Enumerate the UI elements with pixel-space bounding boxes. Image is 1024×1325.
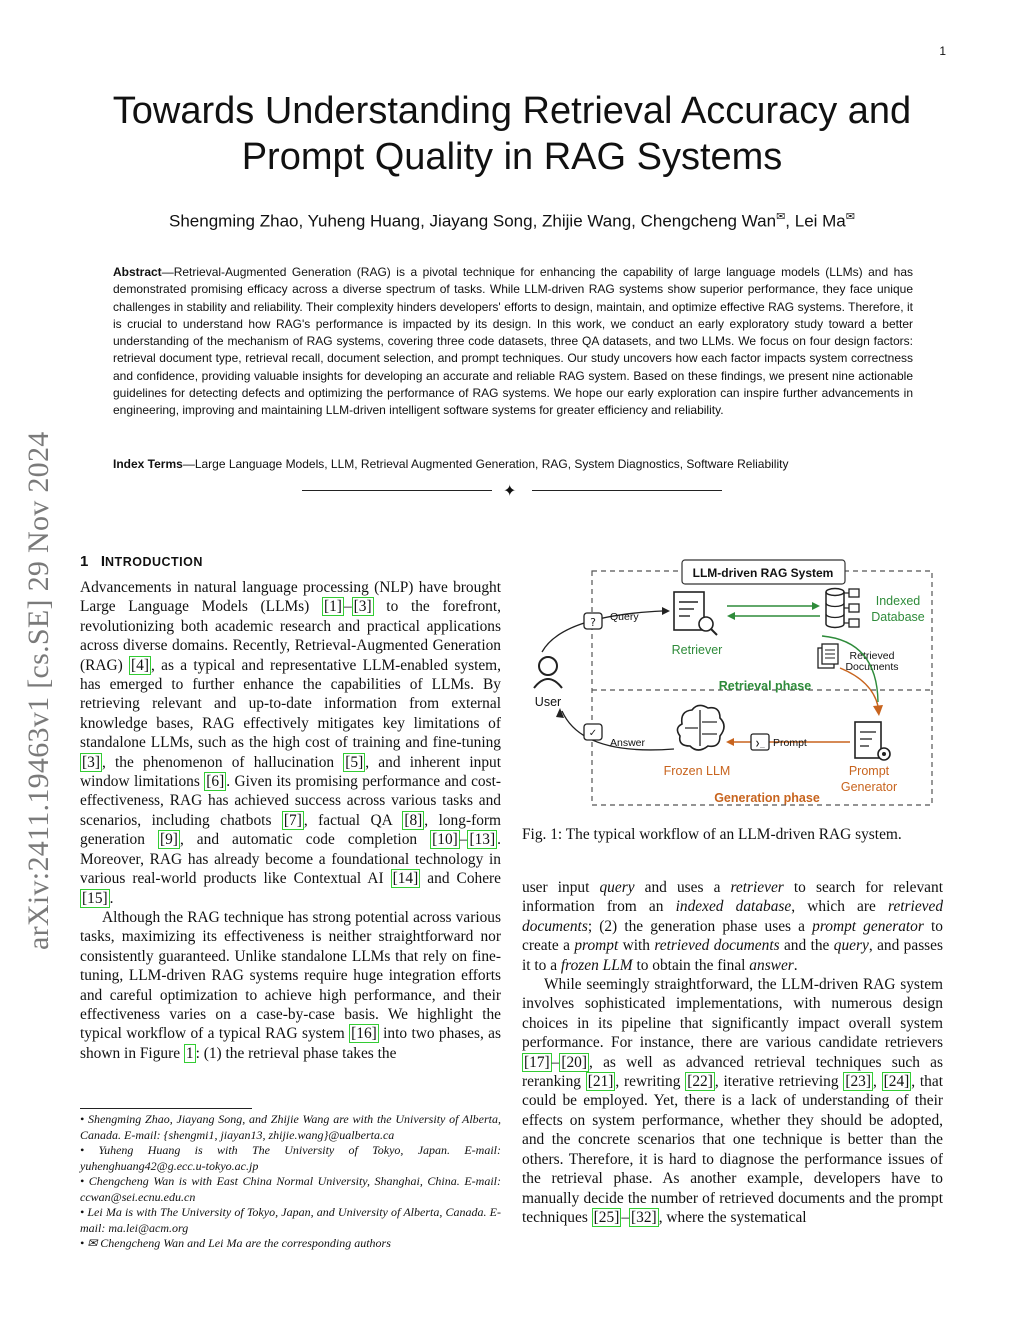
text-run: , as a typical and representative LLM-enabled system, has emerged to further enhance the capabilities of LLMs. By retrieving relevant and up-to-date information from external knowledge bases, RAG effectively mitigates key limitations of standalone LLMs, such as the high cost of training and fine-tuning [80, 656, 502, 752]
footnotes [80, 1112, 501, 1252]
emphasis-term: prompt generator [812, 917, 924, 935]
query-label: Query [610, 611, 639, 623]
citation-link[interactable]: [7] [283, 811, 302, 829]
footnote-item: • Shengming Zhao, Jiayang Song, and Zhijie Wang are with the University of Alberta, Canada. E-mail: {shengmi1, jiayan13, zhijie.wang}@ualberta.ca [80, 1112, 501, 1142]
divider-right [532, 490, 722, 491]
index-terms [113, 456, 913, 473]
text-run: . Moreover, RAG has already become a foundational technology in various real-world products like Contextual AI [80, 831, 501, 888]
citation-link[interactable]: [8] [404, 811, 423, 829]
emphasis-term: retrieved documents [522, 898, 944, 935]
retrieve-arrowhead [812, 602, 820, 610]
retrieval-phase-label: Retrieval phase [718, 679, 812, 693]
emphasis-term: frozen LLM [560, 956, 633, 974]
citation-link[interactable]: [20] [561, 1053, 588, 1071]
citation-link[interactable]: [15] [82, 889, 108, 907]
arxiv-stamp: arXiv:2411.19463v1 [cs.SE] 29 Nov 2024 [22, 431, 55, 950]
text-run: , iterative retrieving [714, 1073, 844, 1091]
user-icon [534, 657, 562, 688]
text-run: into two phases, as shown in Figure [80, 1025, 502, 1062]
text-run: – [621, 1208, 630, 1226]
query-arrowhead [662, 607, 670, 615]
text-run: , as well as advanced retrieval techniques such as reranking [522, 1053, 943, 1091]
text-run: . Given its promising performance and cost-effectiveness, RAG has achieved success across various tasks and scenarios, including chatbots [80, 773, 501, 829]
prompt-generator-icon [855, 722, 890, 760]
emphasis-term: query [599, 879, 635, 896]
text-run: – [343, 598, 352, 616]
footnote-rule [80, 1108, 252, 1109]
frozen-llm-icon [677, 705, 724, 750]
emphasis-term: answer [749, 956, 794, 974]
citation-link[interactable]: [23] [845, 1073, 871, 1091]
indexed-db-label-1: Indexed [875, 594, 921, 608]
text-run: , the phenomenon of hallucination [101, 753, 344, 771]
text-run: to search for relevant information from an [522, 879, 943, 916]
footnote-item: • Yuheng Huang is with The University of Tokyo, Japan. E-mail: yuhenghuang42@g.ecc.u-tokyo.ac.jp [80, 1143, 501, 1173]
text-run: , and passes it to a [522, 937, 943, 974]
text-run: . [109, 889, 114, 907]
user-label: User [534, 695, 562, 709]
index-terms-label: Index Terms [113, 457, 183, 471]
answer-icon [584, 724, 602, 740]
citation-link[interactable]: [13] [469, 831, 496, 849]
text-run: – [551, 1053, 560, 1071]
divider-star-icon: ✦ [503, 481, 517, 500]
divider-left [302, 490, 492, 491]
text-run: and uses a [634, 879, 731, 896]
section-number: 1 [80, 553, 89, 570]
answer-label: Answer [610, 737, 646, 749]
corresponding-icon: ✉ [776, 211, 786, 223]
index-terms-text: —Large Language Models, LLM, Retrieval Augmented Generation, RAG, System Diagnostics, Software Reliability [182, 457, 789, 471]
text-run: to create a [522, 917, 943, 955]
generation-phase-label: Generation phase [714, 791, 820, 805]
authors-main: Shengming Zhao, Yuheng Huang, Jiayang Song, Zhijie Wang, Chengcheng Wan [169, 211, 777, 231]
right-paragraph-1 [522, 878, 943, 975]
emphasis-term: indexed database [675, 898, 792, 916]
right-column-body [522, 878, 943, 1227]
abstract-label: Abstract [113, 265, 162, 279]
svg-text:?: ? [590, 616, 596, 629]
retrieved-docs-label-2: Documents [845, 661, 899, 673]
intro-paragraph-1 [80, 578, 501, 908]
citation-link[interactable]: [32] [631, 1208, 657, 1226]
text-run: , [872, 1073, 882, 1091]
citation-link[interactable]: [3] [353, 598, 372, 616]
text-run: Advancements in natural language processing (NLP) have brought Large Language Models (LLMs) [80, 579, 501, 616]
citation-link[interactable]: [10] [432, 831, 458, 849]
retriever-icon [674, 592, 717, 635]
text-run: to the forefront, revolutionizing both academic research and practical applications across diverse domains. Recently, Retrieval-Augmented Generation (RAG) [80, 598, 502, 674]
abstract [113, 264, 913, 420]
query-icon [584, 613, 602, 629]
text-run: , where the systematical [658, 1208, 807, 1226]
author-list: Shengming Zhao, Yuheng Huang, Jiayang Song, Zhijie Wang, Chengcheng Wan✉, Lei Ma✉ [169, 211, 855, 231]
svg-text:✓: ✓ [588, 728, 598, 739]
citation-link[interactable]: [14] [392, 870, 419, 888]
text-run: – [459, 831, 468, 849]
citation-link[interactable]: 1 [185, 1044, 194, 1062]
text-run: , and automatic code completion [179, 831, 431, 849]
footnote-item: • Chengcheng Wan is with East China Normal University, Shanghai, China. E-mail: ccwan@sei.ecnu.edu.cn [80, 1174, 501, 1204]
text-run: , and inherent input window limitations [80, 753, 501, 791]
svg-text:❯_: ❯_ [755, 739, 765, 748]
author-last: Lei Ma [794, 211, 846, 231]
emphasis-term: retrieved documents [654, 937, 780, 955]
generator-arrowhead [873, 705, 883, 716]
retrieved-documents-icon [818, 644, 838, 668]
citation-link[interactable]: [6] [206, 773, 225, 791]
indexed-db-label-2: Database [871, 610, 925, 624]
figure-caption: Fig. 1: The typical workflow of an LLM-driven RAG system. [522, 826, 902, 843]
database-icon [826, 589, 859, 628]
return-arrowhead [727, 612, 735, 620]
text-run: with [618, 937, 655, 955]
citation-link[interactable]: [3] [82, 753, 100, 771]
left-column-body [80, 578, 501, 1063]
prompt-label: Prompt [773, 737, 807, 749]
emphasis-term: prompt [574, 937, 619, 955]
frozen-llm-label: Frozen LLM [663, 764, 731, 778]
section-title-rest: NTRODUCTION [105, 555, 203, 569]
prompt-generator-label-1: Prompt [848, 764, 890, 778]
text-run: , which are [791, 898, 889, 916]
citation-link[interactable]: [17] [524, 1053, 550, 1071]
citation-link[interactable]: [1] [323, 598, 342, 616]
prompt-generator-label-2: Generator [840, 780, 898, 794]
retriever-label: Retriever [671, 643, 723, 657]
citation-link[interactable]: [5] [345, 753, 364, 771]
section-initial: I [100, 553, 106, 570]
citation-link[interactable]: [22] [687, 1073, 713, 1091]
text-run: and Cohere [420, 870, 501, 888]
text-run: , that could be employed. Yet, there is a lack of understanding of their effects on system performance, whether they should be adopted, and the concrete scenarios that one technique is better than the others. Therefore, it is hard to diagnose the performance issues of the retrieval phase. As another example, developers have to manually decide the number of retrieved documents and the prompt techniques [522, 1073, 943, 1226]
citation-link[interactable]: [21] [587, 1073, 614, 1091]
citation-link[interactable]: [24] [883, 1073, 910, 1091]
emphasis-term: query [833, 937, 869, 955]
citation-link[interactable]: [4] [131, 656, 149, 674]
text-run: Although the RAG technique has strong potential across various tasks, maximizing its effectiveness is neither straightforward nor consistently guaranteed. Unlike standalone LLMs that rely on fine-tuning, LLM-driven RAG systems require huge integration efforts and careful optimization to achieve high performance, and their effectiveness varies on a case-by-case basis. We highlight the typical workflow of a typical RAG system [80, 908, 501, 1043]
rag-workflow-figure [522, 556, 943, 812]
text-run: . [793, 956, 798, 974]
citation-link[interactable]: [16] [351, 1025, 377, 1043]
text-run: , long-form generation [80, 811, 501, 849]
retrieved-docs-label-1: Retrieved [849, 650, 895, 662]
text-run: to obtain the final [632, 956, 750, 974]
paper-title: Towards Understanding Retrieval Accuracy and Prompt Quality in RAG Systems [112, 90, 912, 178]
docs-to-generator-arrow-orange [840, 668, 878, 706]
text-run: user input [522, 879, 600, 896]
prompt-arrowhead [726, 738, 734, 746]
page-number: 1 [939, 44, 946, 58]
citation-link[interactable]: [9] [159, 831, 178, 849]
text-run: : (1) the retrieval phase takes the [195, 1044, 397, 1062]
corresponding-icon-2: ✉ [845, 211, 855, 223]
intro-paragraph-2 [80, 908, 501, 1063]
footnote-item: • Lei Ma is with The University of Tokyo, Japan, and University of Alberta, Canada. E-mail: ma.lei@acm.org [80, 1205, 501, 1235]
right-paragraph-2 [522, 975, 943, 1227]
text-run: , rewriting [615, 1073, 686, 1091]
system-label: LLM-driven RAG System [692, 566, 834, 580]
abstract-text: —Retrieval-Augmented Generation (RAG) is a pivotal technique for enhancing the capability of large language models (LLMs) and has demonstrated promising efficacy across a diverse spectrum of tasks. While LLM-driven RAG systems show superior performance, they face unique challenges in stability and reliability. Their complexity hinders developers' efforts to design, maintain, and optimize effective RAG systems. Therefore, it is crucial to understand how RAG's performance is impacted by its design. In this work, we conduct an early exploratory study toward a better understanding of the mechanism of RAG systems, covering three code datasets, three QA datasets, and two LLMs. We focus on four design factors: retrieval document type, retrieval recall, document selection, and prompt techniques. Our study uncovers how each factor impacts system correctness and confidence, providing valuable insights for developing an accurate and reliable RAG system. Based on these findings, we present nine actionable guidelines for detecting defects and optimizing the performance of RAG systems. We hope our early exploration can inspire further advancements in engineering, improving and maintaining LLM-driven intelligent software systems for greater efficiency and reliability. [113, 265, 913, 418]
section-heading [80, 553, 501, 570]
text-run: While seemingly straightforward, the LLM-driven RAG system involves sophisticated implementations, with numerous design choices in its pipeline that significantly impact overall system performance. For instance, there are various candidate retrievers [522, 976, 943, 1052]
text-run: and the [779, 937, 834, 955]
footnote-item: • ✉ Chengcheng Wan and Lei Ma are the corresponding authors [80, 1236, 391, 1250]
prompt-icon [751, 734, 769, 750]
citation-link[interactable]: [25] [593, 1208, 620, 1226]
emphasis-term: retriever [730, 879, 784, 896]
text-run: , factual QA [303, 811, 403, 829]
text-run: ; (2) the generation phase uses a [587, 917, 813, 935]
